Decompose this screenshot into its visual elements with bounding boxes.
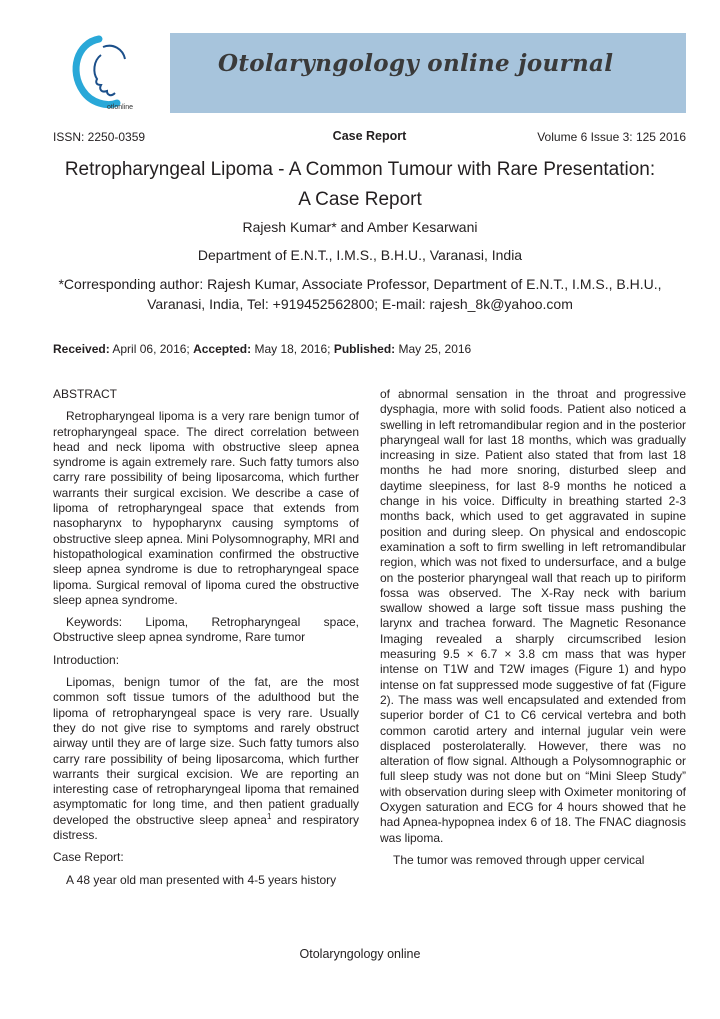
received-label: Received: [53, 342, 110, 356]
abstract-text: Retropharyngeal lipoma is a very rare benign tumor of retropharyngeal space. The direct correlation between head and neck lipoma with obstructive sleep apnea syndrome is again extremely rare. Such fatty tumors also carry rare possibility of being liposarcoma, which further warrants their surgical excision. We describe a case of lipoma of retropharyngeal space that extends from nasopharynx to hypopharynx causing symptoms of obstructive sleep apnea. Mini Polysomnography, MRI and histopathological examination confirmed the obstructive sleep apnea syndrome is due to retropharyngeal space lipoma. Surgical removal of lipoma cured the obstructive sleep apnea syndrome. [53, 409, 359, 607]
introduction-tail: and respiratory distress. [53, 812, 360, 843]
accepted-label: Accepted: [193, 342, 252, 356]
introduction-heading: Introduction: [53, 652, 120, 667]
case-report-heading: Case Report: [53, 850, 124, 865]
volume-info: Volume 6 Issue 3: 125 2016 [537, 130, 686, 144]
keywords: Keywords: Lipoma, Retropharyngeal space, Obstructive sleep apnea syndrome, Rare tumor [53, 615, 359, 645]
journal-logo [53, 33, 170, 113]
logo-text: otlonline [107, 104, 134, 111]
publication-dates [53, 342, 471, 356]
title-line-1: Retropharyngeal Lipoma - A Common Tumour with Rare Presentation: [64, 159, 656, 180]
page-footer: Otolaryngology online [299, 947, 421, 961]
received-date: April 06, 2016; [109, 342, 194, 356]
published-date: May 25, 2016 [395, 342, 472, 356]
case-description: of abnormal sensation in the throat and progressive dysphagia, more with solid foods. Patient also noticed a swelling in left retromandibular region and in the posterior pharyngeal wall for last 18 months, which was gradually increasing in size. Patient also stated that from last 18 months he had more snoring, disturbed sleep and daytime sleepiness, for last 8-9 months he noticed a change in his voice. Difficulty in breathing started 2-3 months back, which used to get aggravated in supine position and during sleep. On physical and endoscopic examination a soft to firm swelling in left retromandibular region, which was not fixed to undersurface, and a bulge on the posterior pharyngeal wall that reach up to piriform fossa was observed. The X-Ray neck with barium swallow showed a large soft tissue mass pushing the larynx and trachea forward. The Magnetic Resonance Imaging revealed a sharply circumscribed lesion measuring 9.5 × 6.7 × 3.8 cm mass that was hyper intense on T1W and T2W images (Figure 1) and hypo intense on fat suppressed mode suggestive of fat (Figure 2). The mass was well encapsulated and extended from superior border of C1 to C6 cervical vertebra and both common carotid artery and internal jugular vein were displaced posterolaterally. However, there was no alteration of flow signal. Although a Polysomnographic or full sleep study was not done but on “Mini Sleep Study” with observation during sleep with Oximeter monitoring of Oxygen saturation and ECG for 4 hours showed that he had Apnea-hypopnea index 6 of 18. The FNAC diagnosis was lipoma. [380, 387, 686, 845]
reference-marker[interactable]: 1 [266, 811, 272, 821]
accepted-date: May 18, 2016; [251, 342, 334, 356]
case-report-text: A 48 year old man presented with 4-5 years history [66, 872, 337, 887]
department: Department of E.N.T., I.M.S., B.H.U., Varanasi, India [197, 247, 523, 263]
article-type: Case Report [332, 129, 407, 143]
issn: ISSN: 2250-0359 [53, 130, 146, 144]
abstract-heading: ABSTRACT [53, 387, 118, 401]
journal-banner [53, 33, 686, 113]
logo-head-icon [53, 33, 170, 113]
published-label: Published: [333, 342, 396, 356]
article-meta-line [53, 130, 686, 146]
left-column [53, 387, 359, 895]
article-title [30, 155, 690, 215]
introduction-body: Lipomas, benign tumor of the fat, are the most common soft tissue tumors of the adulthood but the lipoma of retropharyngeal space is very rare. Usually they do not give rise to symptoms and rarely obstruct airway until they are of large size. Such fatty tumors also carry rare possibility of being liposarcoma, which further warrants their surgical excision. We are reporting an interesting case of retropharyngeal lipoma that remained asymptomatic for long time, and then patient gradually developed the obstructive sleep apnea [53, 675, 359, 827]
title-line-2: A Case Report [298, 189, 422, 210]
introduction-text [53, 675, 359, 843]
journal-name: Otolaryngology online journal [218, 50, 614, 77]
corresponding-author: *Corresponding author: Rajesh Kumar, Associate Professor, Department of E.N.T., I.M.S., B.H.U., Varanasi, India, Tel: +919452562800; E-mail: rajesh_8k@yahoo.com [58, 276, 662, 312]
treatment-text: The tumor was removed through upper cervical [393, 852, 645, 867]
authors: Rajesh Kumar* and Amber Kesarwani [242, 219, 478, 235]
right-column [380, 387, 686, 875]
